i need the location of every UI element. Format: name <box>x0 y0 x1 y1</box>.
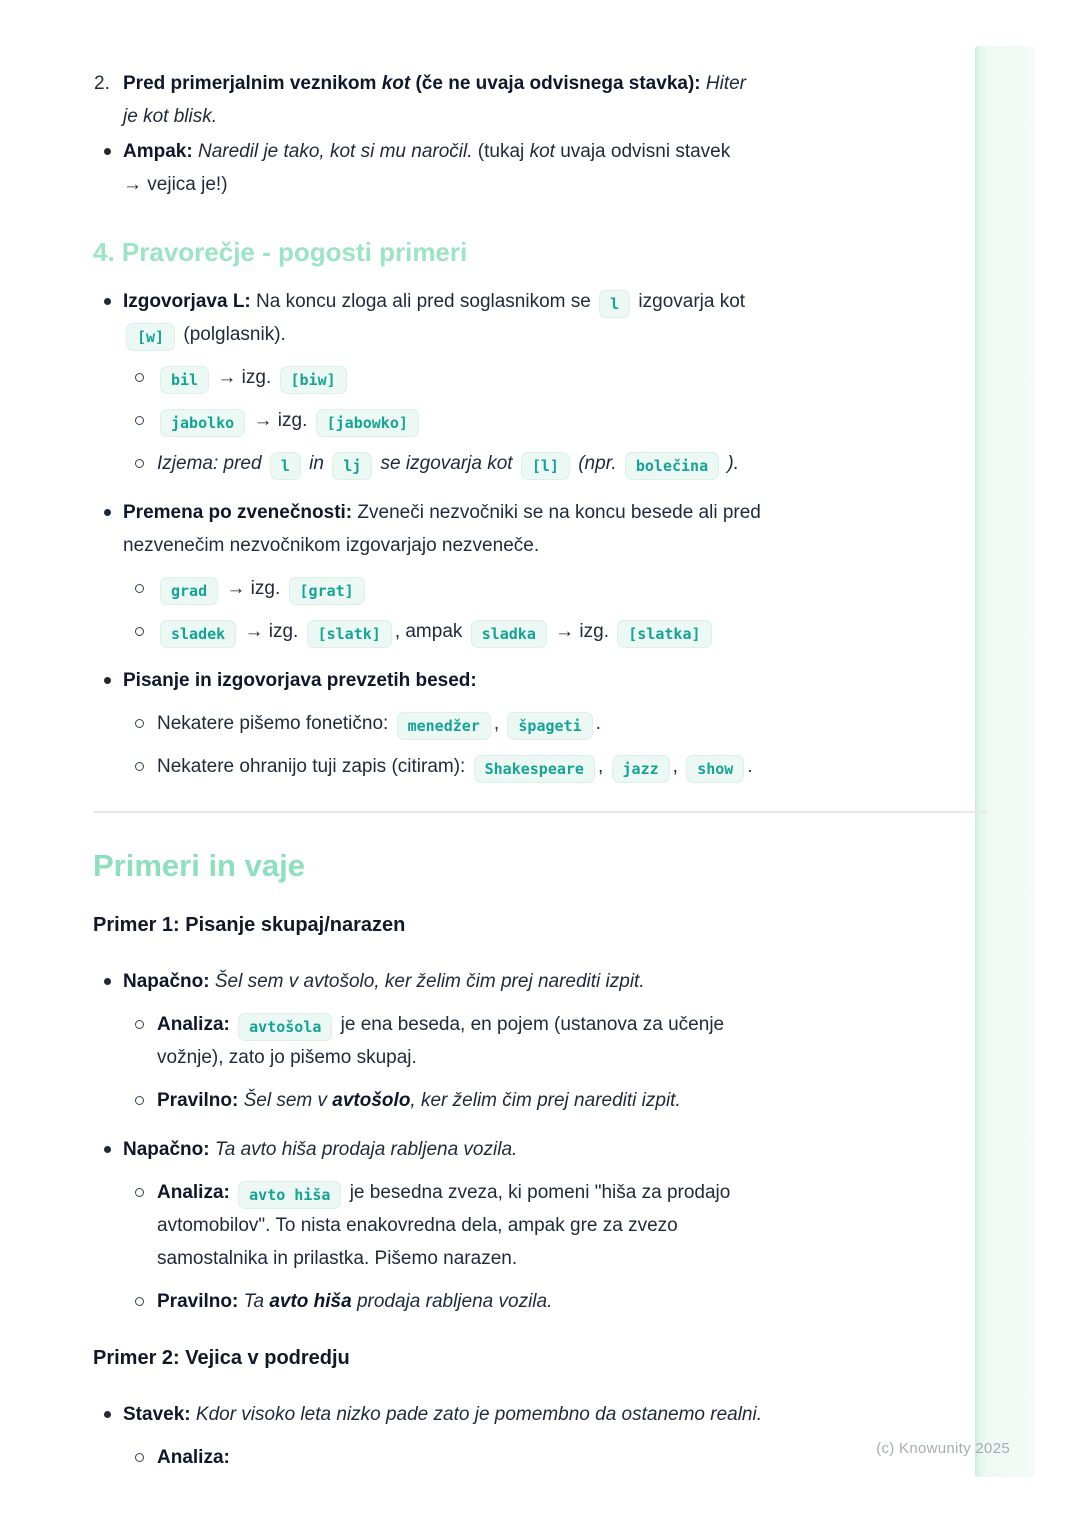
circle-bullet-icon <box>135 584 144 593</box>
text-segment: kot <box>529 141 555 162</box>
bullet-icon <box>104 1146 111 1153</box>
text-segment: Izgovorjava L: <box>123 291 251 312</box>
circle-bullet-icon <box>135 1188 144 1197</box>
code-chip: [w] <box>126 323 175 351</box>
text-segment: → vejica je!) <box>123 174 228 195</box>
text-segment: (če ne uvaja odvisnega stavka): <box>410 73 701 94</box>
document-content <box>93 51 931 1474</box>
sub-list-item <box>93 750 931 783</box>
page-title: Primeri in vaje <box>93 848 305 883</box>
text-segment: Ampak: <box>123 141 193 162</box>
text-segment: , ampak <box>394 621 468 642</box>
code-chip: grad <box>160 577 218 605</box>
list-item-text <box>157 404 931 437</box>
text-segment: Hiter <box>705 73 747 94</box>
copyright-notice: (c) Knowunity 2025 <box>876 1440 1010 1457</box>
text-segment: → izg. <box>549 621 615 642</box>
text-segment: ). <box>722 453 740 474</box>
text-segment: Nekatere ohranijo tuji zapis (citiram): <box>157 756 471 777</box>
text-segment: (polglasnik). <box>178 324 286 345</box>
list-item <box>93 496 931 562</box>
list-item-text <box>157 1084 931 1117</box>
text-segment: Analiza: <box>157 1014 230 1035</box>
text-segment: → izg. <box>239 621 304 642</box>
list-item <box>93 1133 931 1166</box>
text-segment: Analiza: <box>157 1447 230 1468</box>
text-segment: (npr. <box>572 453 622 474</box>
text-segment: kot <box>381 73 411 94</box>
code-chip: jazz <box>612 755 670 783</box>
circle-bullet-icon <box>135 416 144 425</box>
code-chip: menedžer <box>397 712 491 740</box>
subsection-heading: Primer 2: Vejica v podredju <box>93 1347 350 1369</box>
text-segment: , <box>493 713 505 734</box>
sub-list-item <box>93 707 931 740</box>
code-chip: l <box>599 290 630 318</box>
text-segment: → izg. <box>248 410 313 431</box>
list-item-text <box>157 615 931 648</box>
text-segment: Šel sem v <box>243 1090 333 1111</box>
circle-bullet-icon <box>135 1020 144 1029</box>
list-item-text <box>157 447 931 480</box>
list-item-text <box>157 1176 931 1275</box>
text-segment: Pravilno: <box>157 1291 239 1312</box>
code-chip: [biw] <box>280 366 347 394</box>
code-chip: show <box>686 755 744 783</box>
text-segment: Ta <box>243 1291 270 1312</box>
text-segment: Pred primerjalnim veznikom <box>123 73 382 94</box>
code-chip: bil <box>160 366 209 394</box>
text-segment: Izjema: pred <box>157 453 267 474</box>
text-segment: . <box>747 756 753 777</box>
list-item <box>93 1398 931 1431</box>
text-segment: vožnje), zato jo pišemo skupaj. <box>157 1047 417 1068</box>
sub-list-item <box>93 447 931 480</box>
text-segment: Na koncu zloga ali pred soglasnikom se <box>250 291 597 312</box>
text-segment: Naredil je tako, kot si mu naročil. <box>197 141 473 162</box>
code-chip: Shakespeare <box>474 755 595 783</box>
text-segment: → izg. <box>212 367 277 388</box>
code-chip: bolečina <box>625 452 719 480</box>
code-chip: sladka <box>471 620 547 648</box>
sub-list-item <box>93 361 931 394</box>
text-segment: je besedna zveza, ki pomeni "hiša za prodajo <box>344 1182 731 1203</box>
text-segment: Nekatere pišemo fonetično: <box>157 713 394 734</box>
list-item-text <box>123 965 931 998</box>
list-item-text <box>157 1008 931 1074</box>
code-chip: [slatka] <box>617 620 711 648</box>
subsection-heading: Primer 1: Pisanje skupaj/narazen <box>93 914 406 936</box>
code-chip: [slatk] <box>307 620 392 648</box>
sub-list-item <box>93 1008 931 1074</box>
code-chip: jabolko <box>160 409 245 437</box>
code-chip: [jabowko] <box>316 409 419 437</box>
sub-list-item <box>93 1084 931 1117</box>
list-item-text <box>123 285 931 351</box>
text-segment: Kdor visoko leta nizko pade zato je pomembno da ostanemo realni. <box>195 1404 763 1425</box>
list-item-text <box>123 1398 931 1431</box>
circle-bullet-icon <box>135 1297 144 1306</box>
list-item-text <box>157 1285 931 1318</box>
sub-list-item <box>93 135 931 201</box>
text-segment: , <box>597 756 609 777</box>
text-segment: je kot blisk. <box>123 106 217 127</box>
text-segment: avtošolo <box>332 1090 411 1111</box>
list-item <box>93 965 931 998</box>
code-chip: [grat] <box>289 577 365 605</box>
text-segment: in <box>303 453 330 474</box>
code-chip: avto hiša <box>238 1181 341 1209</box>
text-segment: Pravilno: <box>157 1090 239 1111</box>
text-segment <box>230 1182 235 1203</box>
circle-bullet-icon <box>135 1096 144 1105</box>
list-item-text <box>157 361 931 394</box>
code-chip: špageti <box>507 712 592 740</box>
circle-bullet-icon <box>135 762 144 771</box>
text-segment: Zveneči nezvočniki se na koncu besede ali pred <box>352 502 761 523</box>
bullet-icon <box>104 298 111 305</box>
bullet-icon <box>104 677 111 684</box>
bullet-icon <box>104 509 111 516</box>
text-segment: izgovarja kot <box>633 291 746 312</box>
bullet-icon <box>104 1411 111 1418</box>
code-chip: l <box>270 452 301 480</box>
text-segment: . <box>595 713 601 734</box>
circle-bullet-icon <box>135 719 144 728</box>
list-item-text <box>157 1441 931 1474</box>
text-segment: Premena po zvenečnosti: <box>123 502 353 523</box>
circle-bullet-icon <box>135 1453 144 1462</box>
text-segment: Pisanje in izgovorjava prevzetih besed: <box>123 670 477 691</box>
list-item <box>93 664 931 697</box>
sub-list-item <box>93 1176 931 1275</box>
list-item <box>93 285 931 351</box>
text-segment <box>230 1014 235 1035</box>
text-segment: Šel sem v avtošolo, ker želim čim prej narediti izpit. <box>214 971 645 992</box>
section-heading: 4. Pravorečje - pogosti primeri <box>93 237 468 267</box>
list-item-text <box>157 707 931 740</box>
sub-list-item <box>93 1441 931 1474</box>
text-segment: uvaja odvisni stavek <box>554 141 731 162</box>
list-item-text <box>157 572 931 605</box>
text-segment: Ta avto hiša prodaja rabljena vozila. <box>214 1139 518 1160</box>
code-chip: avtošola <box>238 1013 332 1041</box>
sub-list-item <box>93 572 931 605</box>
sub-list-item <box>93 404 931 437</box>
margin-accent-bar <box>975 46 1035 1477</box>
list-item-text <box>123 1133 931 1166</box>
text-segment: avtomobilov". To nista enakovredna dela, ampak gre za zvezo <box>157 1215 678 1236</box>
list-item-text <box>123 496 931 562</box>
text-segment: nezvenečim nezvočnikom izgovarjajo nezveneče. <box>123 535 540 556</box>
bullet-icon <box>104 978 111 985</box>
bullet-icon <box>104 148 111 155</box>
text-segment: samostalnika in prilastka. Pišemo narazen. <box>157 1248 518 1269</box>
text-segment: Napačno: <box>123 971 210 992</box>
text-segment: Analiza: <box>157 1182 230 1203</box>
text-segment: , <box>672 756 684 777</box>
list-item-text <box>123 67 931 133</box>
list-item-text <box>123 135 931 201</box>
code-chip: lj <box>332 452 372 480</box>
list-item <box>93 67 931 133</box>
circle-bullet-icon <box>135 373 144 382</box>
list-item-text <box>123 664 931 697</box>
sub-list-item <box>93 615 931 648</box>
section-divider <box>93 811 988 813</box>
text-segment: , ker želim čim prej narediti izpit. <box>410 1090 681 1111</box>
text-segment: Napačno: <box>123 1139 210 1160</box>
circle-bullet-icon <box>135 459 144 468</box>
text-segment: → izg. <box>221 578 286 599</box>
code-chip: [l] <box>521 452 570 480</box>
text-segment: avto hiša <box>269 1291 352 1312</box>
text-segment: (tukaj <box>472 141 530 162</box>
text-segment: Stavek: <box>123 1404 191 1425</box>
list-number: 2. <box>94 73 110 94</box>
text-segment: prodaja rabljena vozila. <box>351 1291 553 1312</box>
circle-bullet-icon <box>135 627 144 636</box>
code-chip: sladek <box>160 620 236 648</box>
text-segment: je ena beseda, en pojem (ustanova za učenje <box>335 1014 725 1035</box>
sub-list-item <box>93 1285 931 1318</box>
list-item-text <box>157 750 931 783</box>
text-segment: se izgovarja kot <box>375 453 518 474</box>
